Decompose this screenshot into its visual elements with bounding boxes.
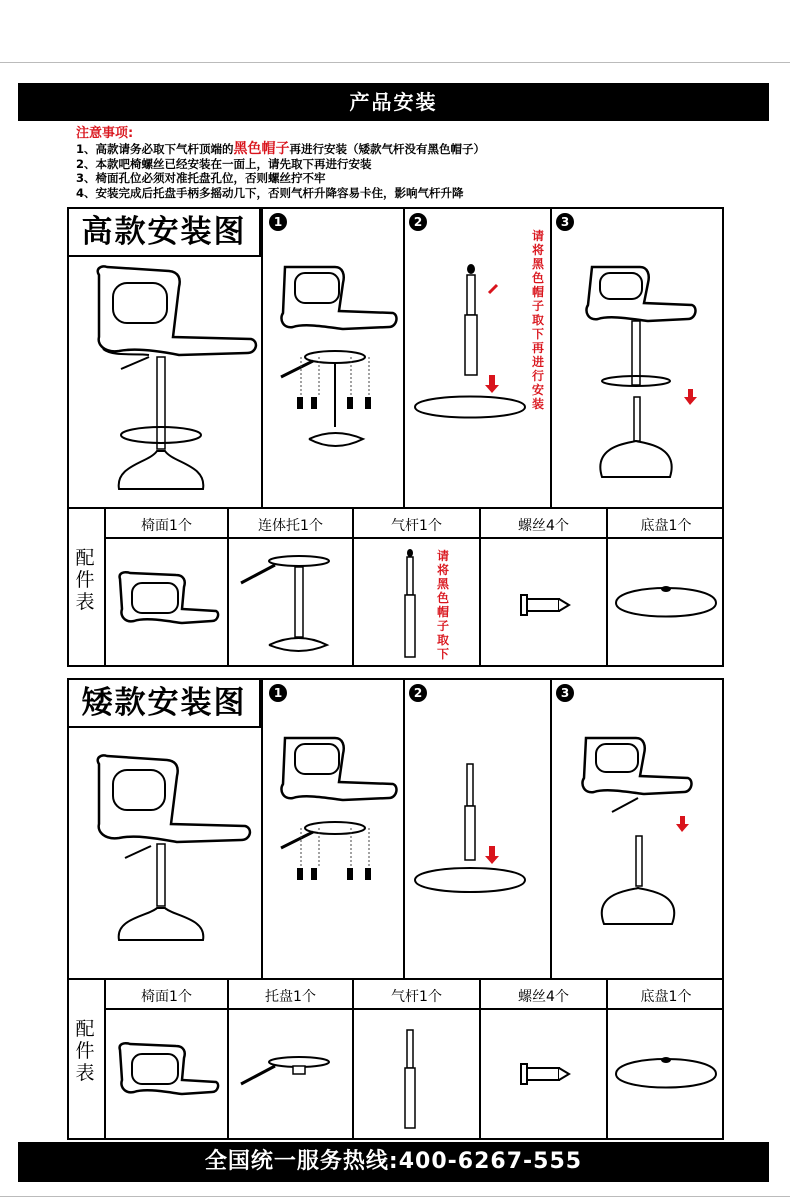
step-3-badge: 3 [556,213,574,231]
low-stool-illustration [69,728,259,978]
step-3-illustration [552,257,724,507]
part-screws: 螺丝4个 [518,518,569,534]
low-part-screws: 螺丝4个 [518,989,569,1005]
section-header: 产品安装 [18,83,769,121]
low-install-title: 矮款安装图 [69,680,261,728]
low-part-base: 底盘1个 [640,989,692,1005]
part-tray: 连体托1个 [258,518,323,534]
gas-rod-illustration [354,539,479,665]
low-part-seat: 椅面1个 [141,989,192,1005]
note-3: 3、椅面孔位必须对准托盘孔位，否则螺丝拧不牢 [76,171,326,185]
service-hotline: 全国统一服务热线:400-6267-555 [18,1142,769,1182]
low-step-2-illustration [405,728,551,978]
notes-heading: 注意事项: [76,126,134,141]
rod-note: 请将黑色帽子取下 [436,549,449,661]
parts-table-label: 配件表 [75,547,95,613]
step-2-illustration [405,257,551,507]
note-2: 2、本款吧椅螺丝已经安装在一面上，请先取下再进行安装 [76,156,372,171]
step-2-badge: 2 [409,213,427,231]
low-parts-panel [67,978,724,1140]
step-1-badge: 1 [269,213,287,231]
part-base: 底盘1个 [640,518,692,534]
seat-illustration [106,539,227,665]
high-install-title: 高款安装图 [69,209,261,257]
high-install-panel [67,207,724,509]
low-screw-illustration [481,1010,606,1138]
note-1: 1、高款请务必取下气杆顶端的黑色帽子再进行安装（矮款气杆没有黑色帽子） [76,141,486,157]
low-step-2-badge: 2 [409,684,427,702]
low-part-tray: 托盘1个 [265,989,316,1005]
low-step-1-illustration [263,728,403,978]
step-1-illustration [263,257,403,507]
bottom-rule [0,1196,790,1197]
tray-illustration [229,539,352,665]
part-gas-rod: 气杆1个 [391,518,442,534]
low-tray-illustration [229,1010,352,1138]
low-step-1-badge: 1 [269,684,287,702]
low-seat-illustration [106,1010,227,1138]
top-rule [0,62,790,63]
high-stool-illustration [69,257,259,507]
high-parts-panel [67,507,724,667]
low-gas-rod-illustration [354,1010,479,1138]
low-part-gas-rod: 气杆1个 [391,989,442,1005]
screw-illustration [481,539,606,665]
low-step-3-illustration [552,728,724,978]
part-seat: 椅面1个 [141,518,192,534]
note-1-highlight: 黑色帽子 [233,141,290,157]
step-2-note: 请将黑色帽子取下再进行安装 [531,229,544,411]
base-illustration [608,539,724,665]
low-install-panel [67,678,724,980]
notes [76,125,485,200]
low-parts-table-label: 配件表 [75,1018,95,1084]
low-step-3-badge: 3 [556,684,574,702]
note-4: 4、安装完成后托盘手柄多摇动几下，否则气杆升降容易卡住，影响气杆升降 [76,185,464,200]
low-base-illustration [608,1010,724,1138]
